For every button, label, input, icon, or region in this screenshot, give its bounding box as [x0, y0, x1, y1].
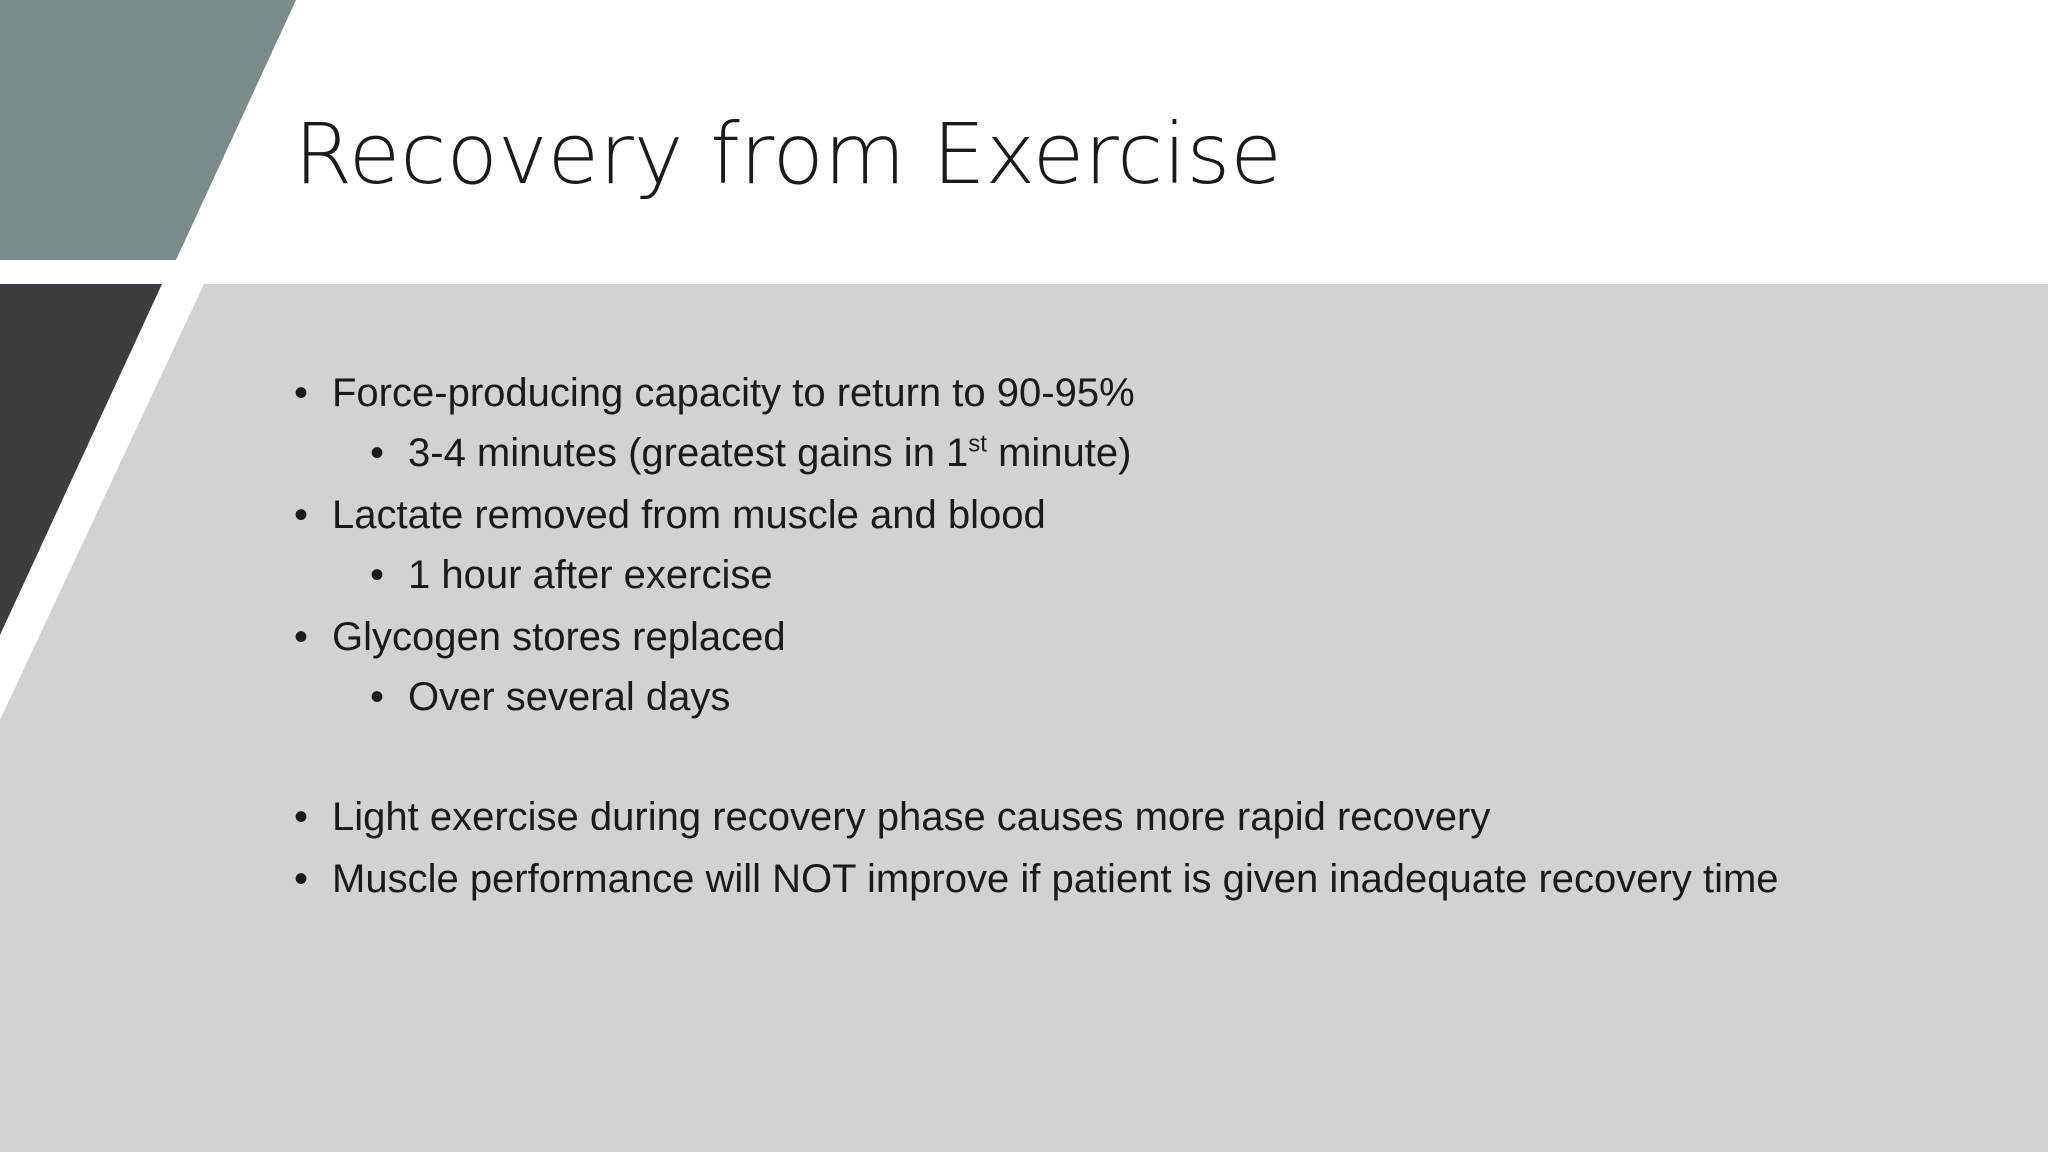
bullet-text: Muscle performance will NOT improve if patient is given inadequate recovery time: [332, 857, 1779, 901]
spacer: [294, 722, 1854, 780]
bullet-text: Light exercise during recovery phase causes more rapid recovery: [332, 795, 1491, 839]
bullet-item: [294, 792, 1854, 842]
bullet-item: [294, 612, 1854, 662]
bullet-dot: •: [294, 615, 309, 659]
bullet-item: [294, 490, 1854, 540]
sub-bullet-item: [370, 672, 1854, 722]
bullet-dot: •: [370, 431, 385, 475]
sub-bullet-item: [370, 428, 1854, 478]
bullet-dot: •: [294, 857, 309, 901]
bullet-dot: •: [370, 675, 385, 719]
bullet-text: [370, 428, 1854, 478]
bullet-text-part: minute): [986, 431, 1132, 475]
accent-shape-top: [0, 0, 296, 260]
superscript-text: st: [968, 430, 987, 458]
bullet-text: 1 hour after exercise: [408, 553, 773, 597]
sub-bullet-item: [370, 550, 1854, 600]
bullet-list: [294, 368, 1854, 904]
bullet-dot: •: [370, 553, 385, 597]
bullet-text: Lactate removed from muscle and blood: [332, 493, 1046, 537]
bullet-item: [294, 854, 1854, 904]
bullet-dot: •: [294, 371, 309, 415]
bullet-dot: •: [294, 493, 309, 537]
bullet-text: Glycogen stores replaced: [332, 615, 786, 659]
bullet-dot: •: [294, 795, 309, 839]
bullet-text: Over several days: [408, 675, 731, 719]
slide-title: Recovery from Exercise: [294, 105, 1282, 203]
bullet-text-part: 3-4 minutes (greatest gains in 1: [408, 431, 969, 475]
bullet-text: Force-producing capacity to return to 90-95%: [332, 371, 1135, 415]
bullet-item: [294, 368, 1854, 418]
